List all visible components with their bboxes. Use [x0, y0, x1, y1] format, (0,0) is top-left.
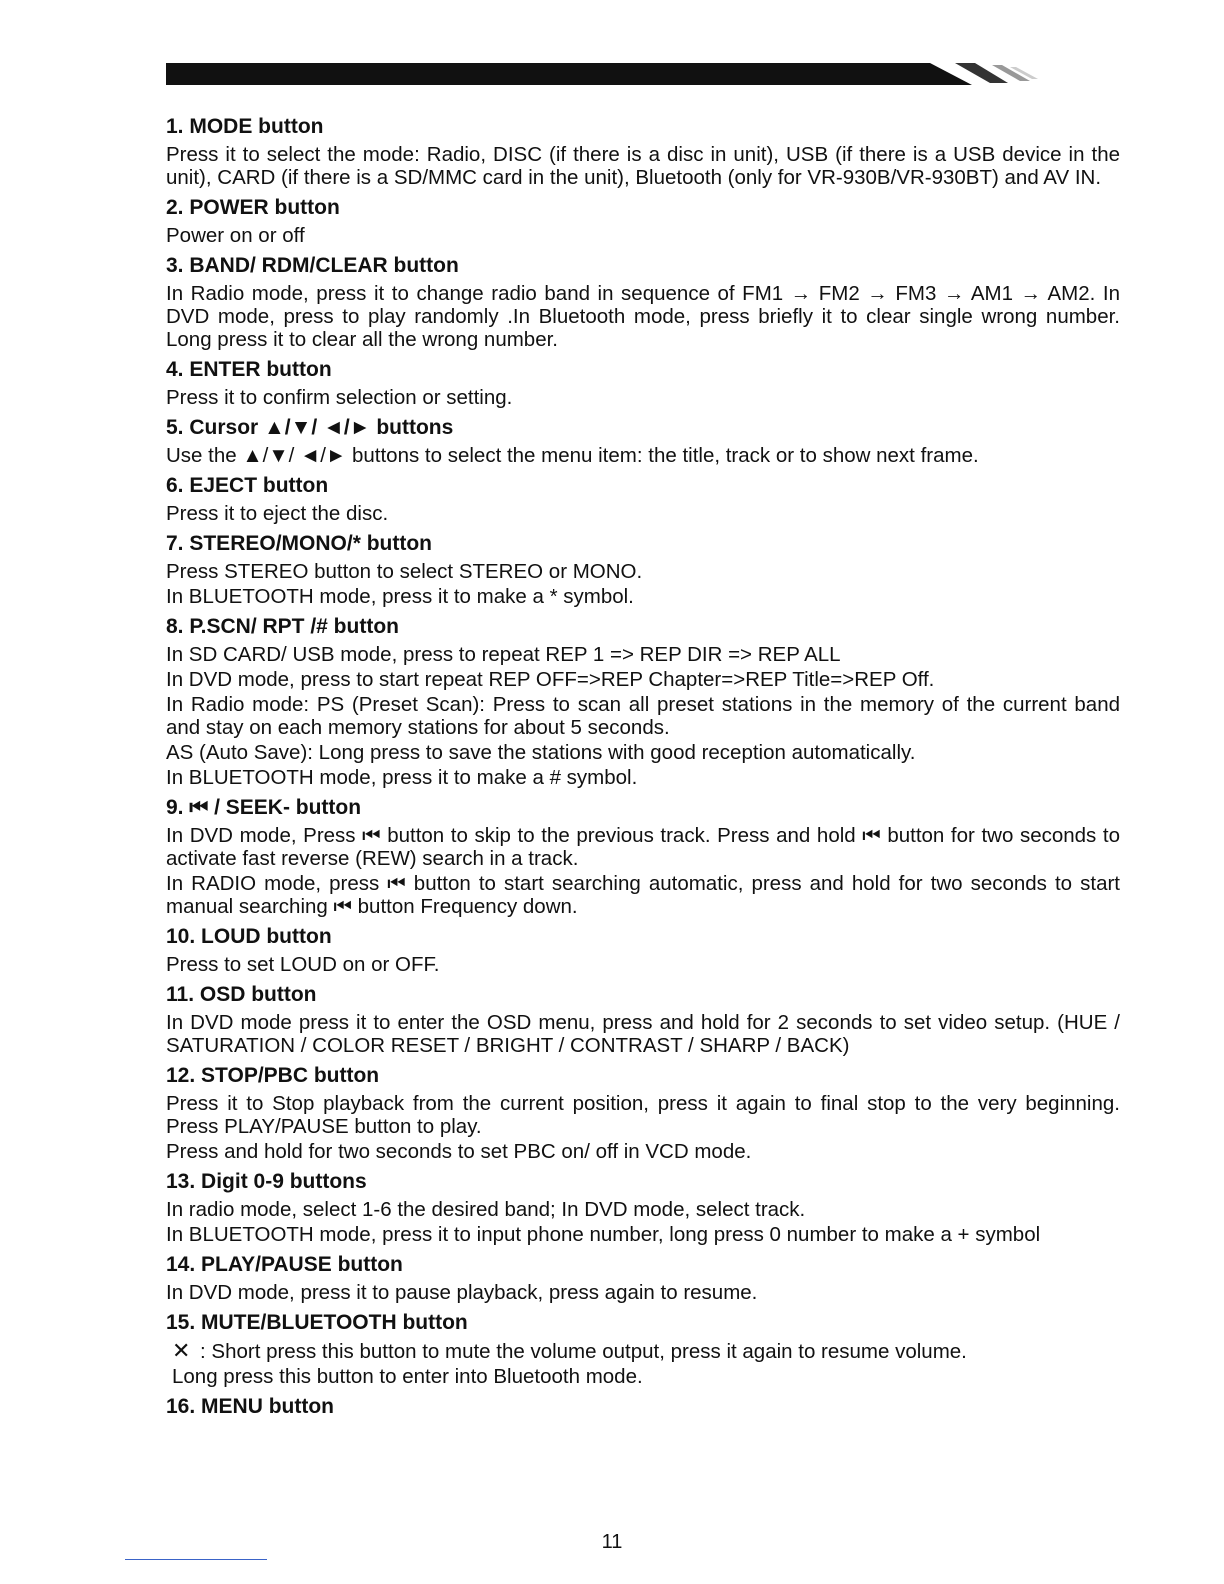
section-heading: 15. MUTE/BLUETOOTH button: [166, 1311, 468, 1334]
section-item: [166, 113, 1120, 189]
section-text: In DVD mode, press it to pause playback, press again to resume.: [166, 1281, 758, 1304]
section-menu: [166, 1393, 1120, 1420]
page-number: 11: [601, 1531, 623, 1553]
section-heading: 9. ⏮ / SEEK- button: [166, 796, 362, 819]
section-heading: 8. P.SCN/ RPT /# button: [166, 615, 399, 638]
section-text: In DVD mode, press to start repeat REP OFF=>REP Chapter=>REP Title=>REP Off.: [166, 668, 935, 691]
section-item: [166, 794, 1120, 918]
section-heading: 2. POWER button: [166, 196, 340, 219]
section-text: In Radio mode: PS (Preset Scan): Press to scan all preset stations in the memory of the current band and stay on each memory stations for about 5 seconds.: [166, 693, 1120, 739]
section-heading: 16. MENU button: [166, 1395, 334, 1418]
section-heading: 11. OSD button: [166, 983, 317, 1006]
section-text: Use the ▲/▼/ ◄/► buttons to select the menu item: the title, track or to show next frame.: [166, 444, 979, 467]
section-text: Power on or off: [166, 224, 305, 247]
section-item: [166, 981, 1120, 1057]
section-text: Long press this button to enter into Bluetooth mode.: [172, 1365, 643, 1388]
section-text: Press it to select the mode: Radio, DISC (if there is a disc in unit), USB (if there is a USB device in the unit), CARD (if there is a SD/MMC card in the unit), Bluetooth (only for VR-930B/VR-930BT) and AV IN.: [166, 143, 1120, 189]
section-text: Press it to confirm selection or setting.: [166, 386, 513, 409]
section-item: [166, 923, 1120, 976]
section-text: In Radio mode, press it to change radio band in sequence of FM1 → FM2 → FM3 → AM1 → AM2. In DVD mode, press to play randomly .In Bluetooth mode, press briefly it to clear single wrong number. Long press it to clear all the wrong number.: [166, 282, 1120, 351]
section-heading: 12. STOP/PBC button: [166, 1064, 380, 1087]
section-item: [166, 530, 1120, 608]
section-heading: 6. EJECT button: [166, 474, 329, 497]
section-item: [166, 252, 1120, 351]
section-item: [166, 1251, 1120, 1304]
section-text: Press to set LOUD on or OFF.: [166, 953, 440, 976]
section-heading: 13. Digit 0-9 buttons: [166, 1170, 367, 1193]
section-heading: 1. MODE button: [166, 115, 324, 138]
section-mute: [166, 1309, 1120, 1388]
mute-icon: ✕: [172, 1338, 191, 1363]
section-heading: 4. ENTER button: [166, 358, 332, 381]
section-item: [166, 613, 1120, 789]
section-heading: 10. LOUD button: [166, 925, 332, 948]
section-text: In BLUETOOTH mode, press it to make a * symbol.: [166, 585, 634, 608]
section-text: : Short press this button to mute the volume output, press it again to resume volume.: [200, 1340, 967, 1363]
section-item: [166, 194, 1120, 247]
section-text: In DVD mode press it to enter the OSD menu, press and hold for 2 seconds to set video setup. (HUE / SATURATION / COLOR RESET / BRIGHT / CONTRAST / SHARP / BACK): [166, 1011, 1120, 1057]
section-heading: 7. STEREO/MONO/* button: [166, 532, 432, 555]
section-item: [166, 356, 1120, 409]
section-text: In BLUETOOTH mode, press it to make a # symbol.: [166, 766, 638, 789]
manual-content: [166, 113, 1120, 1425]
section-text: AS (Auto Save): Long press to save the stations with good reception automatically.: [166, 741, 916, 764]
section-item: [166, 414, 1120, 467]
section-text: In BLUETOOTH mode, press it to input phone number, long press 0 number to make a + symbol: [166, 1223, 1041, 1246]
section-text: Press STEREO button to select STEREO or MONO.: [166, 560, 643, 583]
section-item: [166, 1062, 1120, 1163]
section-text: Press and hold for two seconds to set PBC on/ off in VCD mode.: [166, 1140, 752, 1163]
section-text: Press it to eject the disc.: [166, 502, 389, 525]
footer-line: [125, 1559, 267, 1560]
header-wedge: [880, 63, 1060, 93]
section-text: Press it to Stop playback from the current position, press it again to final stop to the very beginning. Press PLAY/PAUSE button to play.: [166, 1092, 1120, 1138]
section-text: In SD CARD/ USB mode, press to repeat REP 1 => REP DIR => REP ALL: [166, 643, 841, 666]
header-bar: [166, 63, 886, 85]
section-text: In DVD mode, Press ⏮ button to skip to the previous track. Press and hold ⏮ button for two seconds to activate fast reverse (REW) search in a track.: [166, 824, 1120, 870]
section-item: [166, 472, 1120, 525]
section-heading: 3. BAND/ RDM/CLEAR button: [166, 254, 459, 277]
section-text: In radio mode, select 1-6 the desired band; In DVD mode, select track.: [166, 1198, 806, 1221]
section-heading: 14. PLAY/PAUSE button: [166, 1253, 403, 1276]
section-text: In RADIO mode, press ⏮ button to start searching automatic, press and hold for two seconds to start manual searching ⏮ button Frequency down.: [166, 872, 1120, 918]
section-item: [166, 1168, 1120, 1246]
section-heading: 5. Cursor ▲/▼/ ◄/► buttons: [166, 416, 454, 439]
